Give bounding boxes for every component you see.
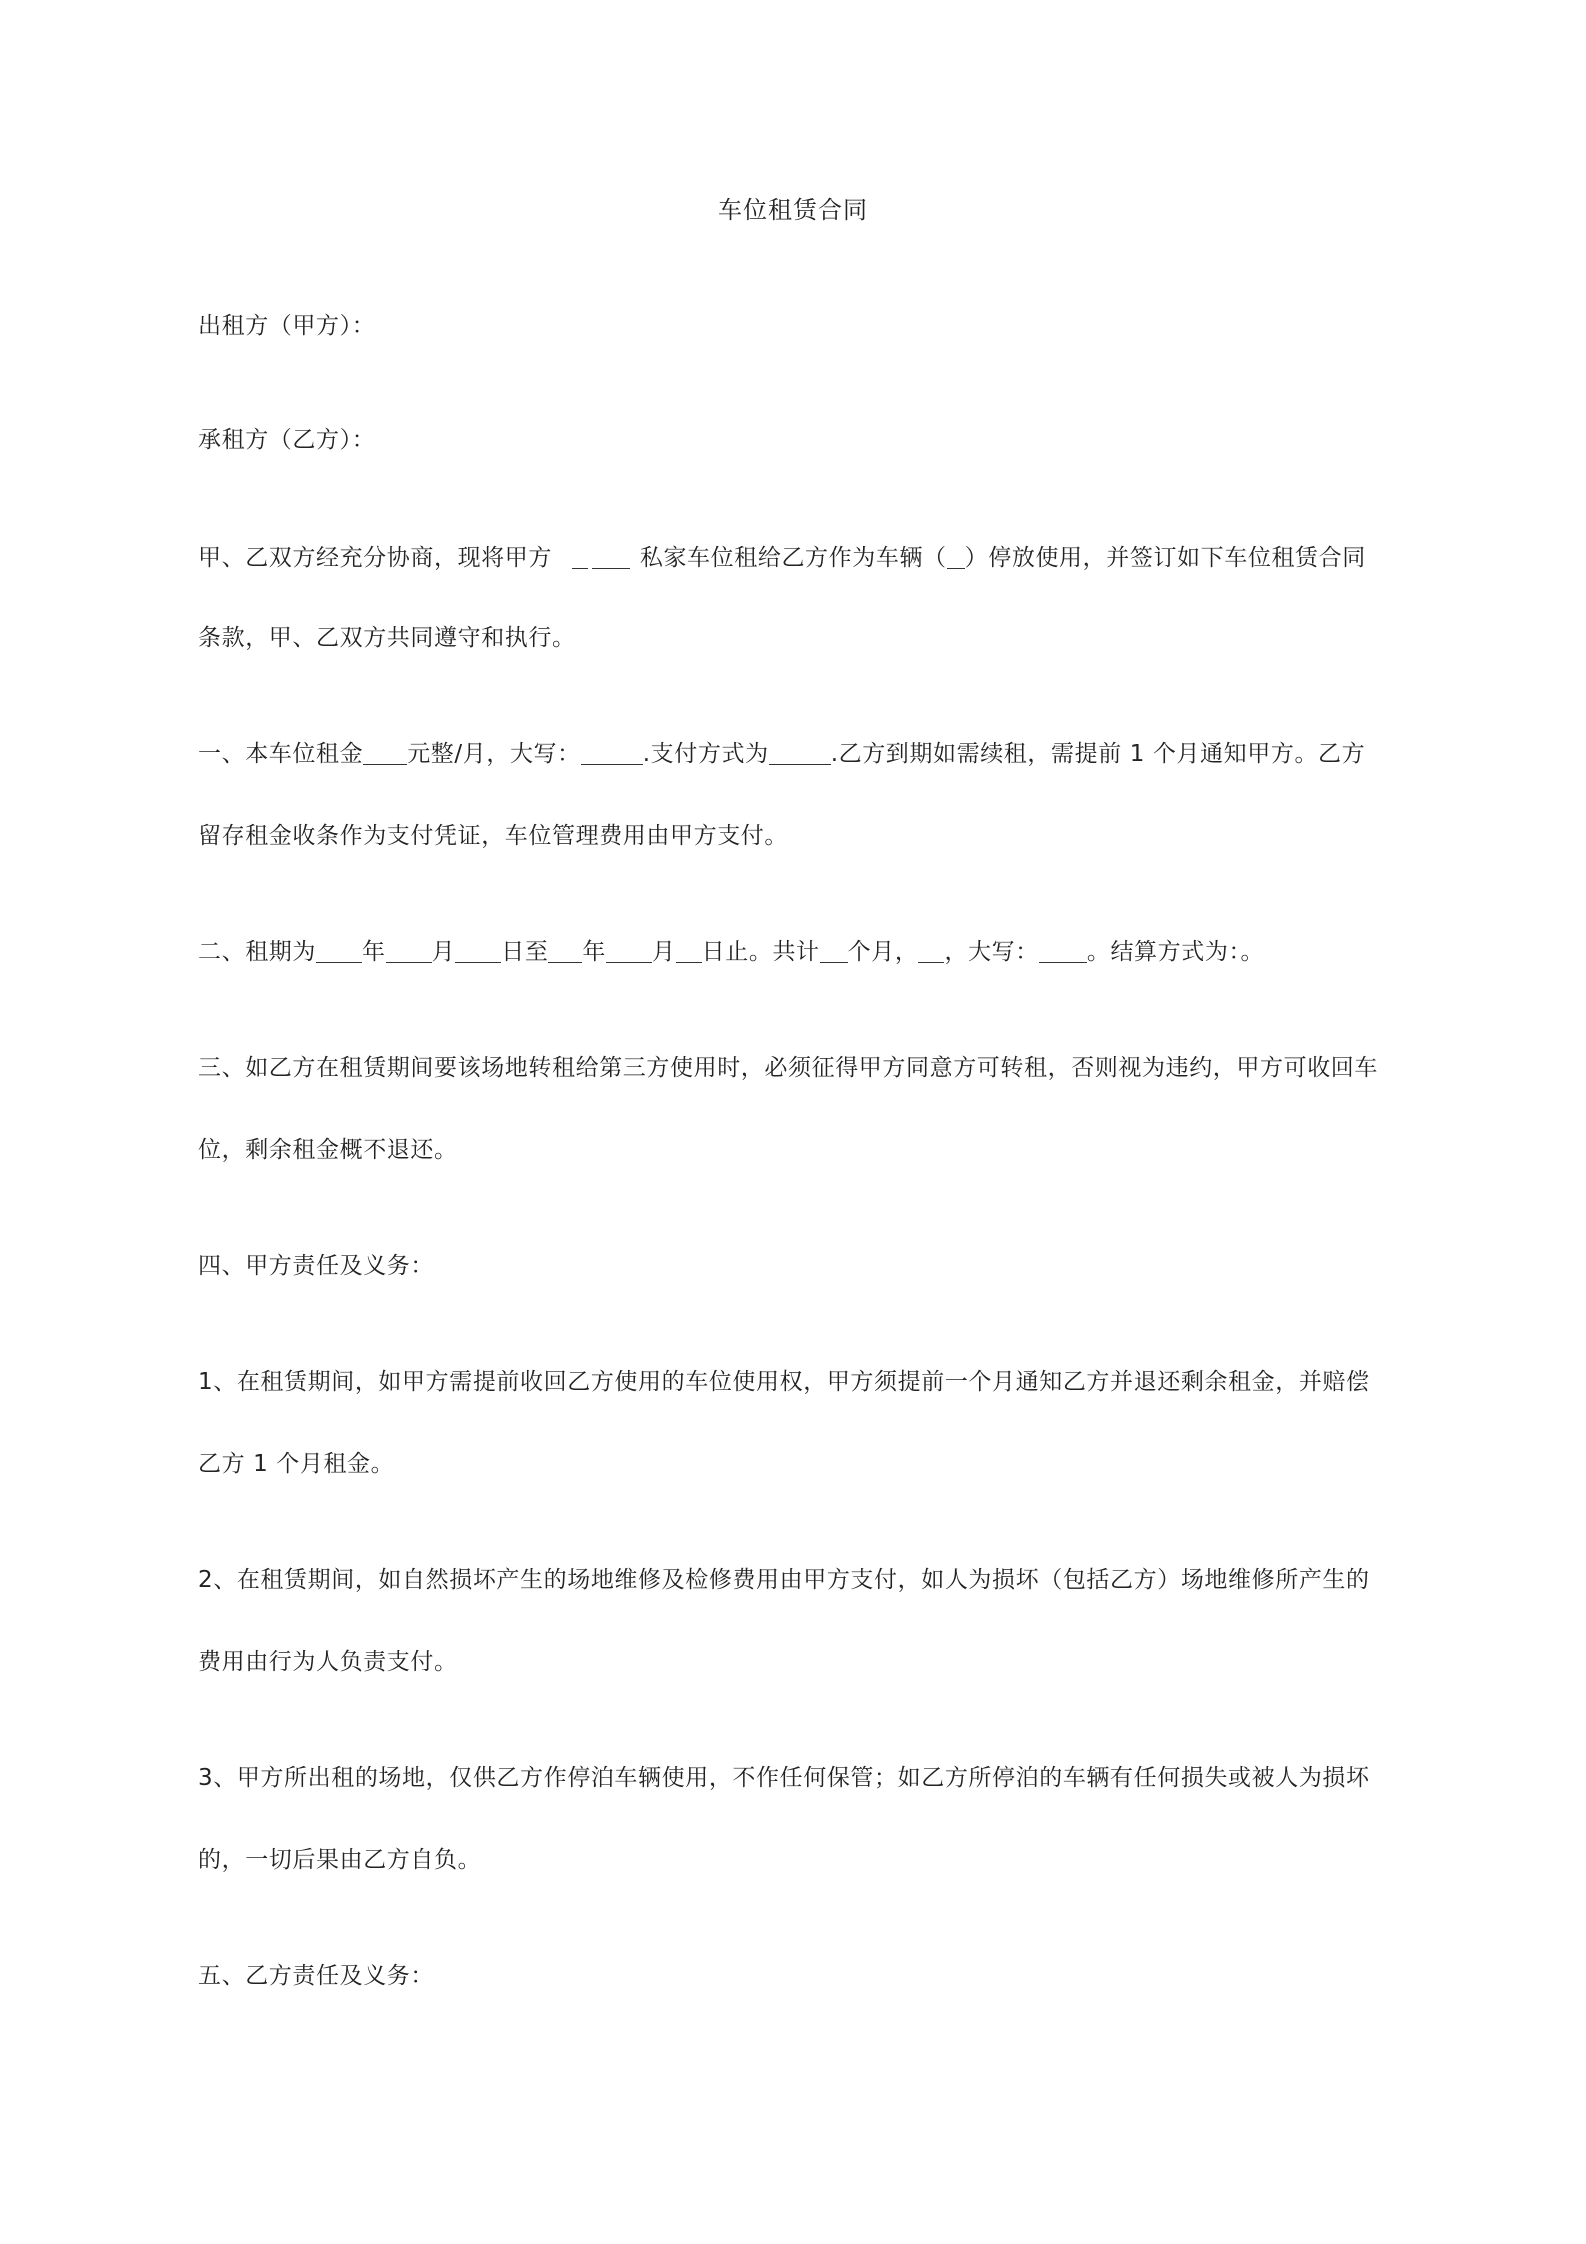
clause-1-text-d: .乙方到期如需续租，需提前 1 个月通知甲方。乙方: [830, 741, 1366, 767]
clause-2-line: [198, 934, 1398, 970]
rent-amount-words-blank: [581, 740, 643, 765]
clause-4-item-1-line-1: 1、在租赁期间，如甲方需提前收回乙方使用的车位使用权，甲方须提前一个月通知乙方并退还剩余租金，并赔偿: [198, 1369, 1370, 1395]
clause-5-heading: 五、乙方责任及义务：: [198, 1963, 434, 1989]
start-month-blank: [386, 938, 432, 963]
clause-4-item-1-line-2: 乙方 1 个月租金。: [198, 1451, 395, 1477]
intro-paragraph-line-2: 条款，甲、乙双方共同遵守和执行。: [198, 625, 576, 651]
clause-1-text-b: 元整/月，大写：: [407, 741, 581, 767]
clause-2-text-j: 。结算方式为：。: [1086, 939, 1265, 965]
clause-2-text-i: ，大写：: [944, 939, 1039, 965]
clause-2-text-c: 月: [431, 939, 456, 965]
lessor-line: 出租方（甲方）：: [198, 313, 376, 339]
clause-3-line-1: 三、如乙方在租赁期间要该场地转租给第三方使用时，必须征得甲方同意方可转租，否则视为违约，甲方可收回车: [198, 1055, 1378, 1081]
document-title: 车位租赁合同: [718, 196, 868, 224]
intro-blank-vehicle: [947, 544, 965, 569]
start-year-blank: [316, 938, 362, 963]
total-amount-blank: [918, 938, 944, 963]
payment-method-blank: [769, 740, 831, 765]
intro-paragraph-line-1: [198, 540, 1398, 576]
rent-amount-blank: [363, 740, 407, 765]
total-amount-words-blank: [1039, 938, 1087, 963]
intro-text-a: 甲、乙双方经充分协商，现将甲方: [198, 545, 552, 571]
intro-text-b: 私家车位租给乙方作为车辆（: [639, 545, 947, 571]
clause-2-text-d: 日至: [501, 939, 549, 965]
clause-4-item-3-line-2: 的，一切后果由乙方自负。: [198, 1847, 482, 1873]
clause-4-heading: 四、甲方责任及义务：: [198, 1253, 434, 1279]
clause-2-text-b: 年: [362, 939, 386, 965]
lessee-line: 承租方（乙方）：: [198, 427, 376, 453]
clause-2-text-e: 年: [582, 939, 607, 965]
clause-3-line-2: 位，剩余租金概不退还。: [198, 1137, 458, 1163]
total-months-blank: [820, 938, 848, 963]
clause-1-text-a: 一、本车位租金: [198, 741, 364, 767]
clause-2-text-h: 个月，: [847, 939, 919, 965]
end-month-blank: [606, 938, 652, 963]
end-day-blank: [676, 938, 702, 963]
clause-2-text-f: 月: [652, 939, 676, 965]
intro-blank-location: [560, 544, 632, 568]
clause-2-text-a: 二、租期为: [198, 939, 316, 965]
clause-4-item-2-line-1: 2、在租赁期间，如自然损坏产生的场地维修及检修费用由甲方支付，如人为损坏（包括乙方）场地维修所产生的: [198, 1567, 1370, 1593]
clause-1-line-1: [198, 736, 1398, 772]
intro-text-c: ）停放使用，并签订如下车位租赁合同: [964, 545, 1366, 571]
clause-4-item-2-line-2: 费用由行为人负责支付。: [198, 1649, 458, 1675]
clause-1-line-2: 留存租金收条作为支付凭证，车位管理费用由甲方支付。: [198, 823, 788, 849]
clause-4-item-3-line-1: 3、甲方所出租的场地，仅供乙方作停泊车辆使用，不作任何保管；如乙方所停泊的车辆有任何损失或被人为损坏: [198, 1765, 1370, 1791]
end-year-blank: [548, 938, 582, 963]
clause-1-text-c: .支付方式为: [642, 741, 769, 767]
start-day-blank: [455, 938, 501, 963]
clause-2-text-g: 日止。共计: [701, 939, 820, 965]
